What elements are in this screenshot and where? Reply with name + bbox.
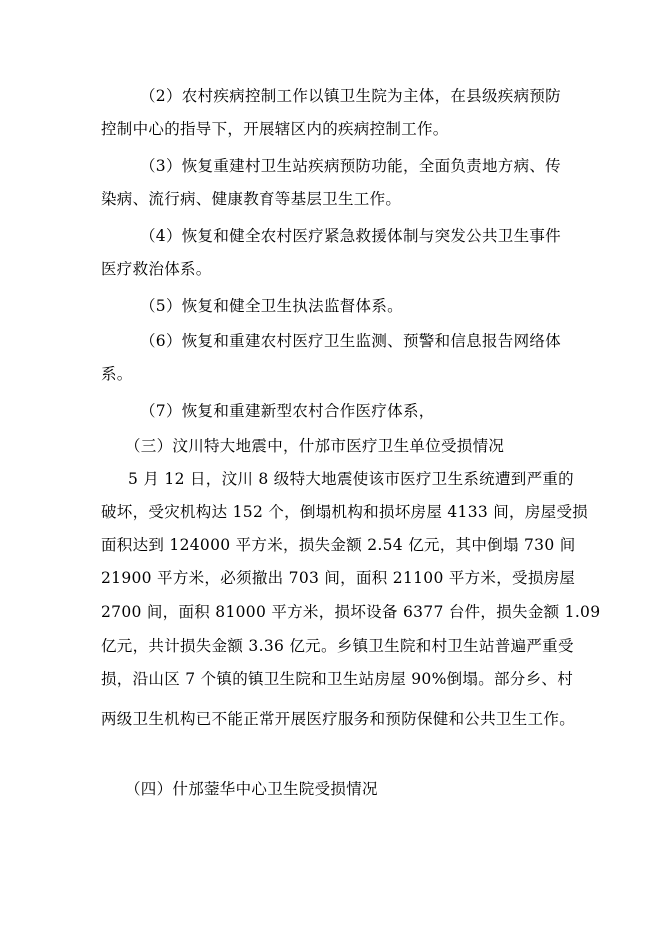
text-line-12: 5 月 12 日，汶川 8 级特大地震使该市医疗卫生系统遭到严重的 xyxy=(128,470,574,488)
text-line-9: 系。 xyxy=(101,365,133,383)
text-line-16: 2700 间，面积 81000 平方米，损坏设备 6377 台件，损失金额 1.09 xyxy=(101,603,601,621)
text-line-2: 控制中心的指导下，开展辖区内的疾病控制工作。 xyxy=(101,120,449,138)
text-line-14: 面积达到 124000 平方米，损失金额 2.54 亿元，其中倒塌 730 间 xyxy=(101,536,576,554)
text-line-18: 损，沿山区 7 个镇的镇卫生院和卫生站房屋 90%倒塌。部分乡、村 xyxy=(101,670,573,688)
text-line-10: （7）恢复和重建新型农村合作医疗体系， xyxy=(140,402,435,420)
text-line-7: （5）恢复和健全卫生执法监督体系。 xyxy=(140,297,403,315)
text-line-6: 医疗救治体系。 xyxy=(101,260,212,278)
text-line-1: （2）农村疾病控制工作以镇卫生院为主体，在县级疾病预防 xyxy=(140,87,561,105)
text-line-15: 21900 平方米，必须撤出 703 间，面积 21100 平方米，受损房屋 xyxy=(101,569,576,587)
text-line-13: 破坏，受灾机构达 152 个，倒塌机构和损坏房屋 4133 间，房屋受损 xyxy=(101,503,589,521)
text-line-17: 亿元，共计损失金额 3.36 亿元。乡镇卫生院和村卫生站普遍严重受 xyxy=(101,637,574,655)
section-heading-3: （三）汶川特大地震中，什邡市医疗卫生单位受损情况 xyxy=(125,437,505,455)
text-line-8: （6）恢复和重建农村医疗卫生监测、预警和信息报告网络体 xyxy=(140,332,561,350)
text-line-19: 两级卫生机构已不能正常开展医疗服务和预防保健和公共卫生工作。 xyxy=(101,710,576,728)
text-line-3: （3）恢复重建村卫生站疾病预防功能，全面负责地方病、传 xyxy=(140,157,561,175)
text-line-4: 染病、流行病、健康教育等基层卫生工作。 xyxy=(101,190,402,208)
text-line-5: （4）恢复和健全农村医疗紧急救援体制与突发公共卫生事件 xyxy=(140,227,561,245)
section-heading-4: （四）什邡蓥华中心卫生院受损情况 xyxy=(125,780,378,798)
